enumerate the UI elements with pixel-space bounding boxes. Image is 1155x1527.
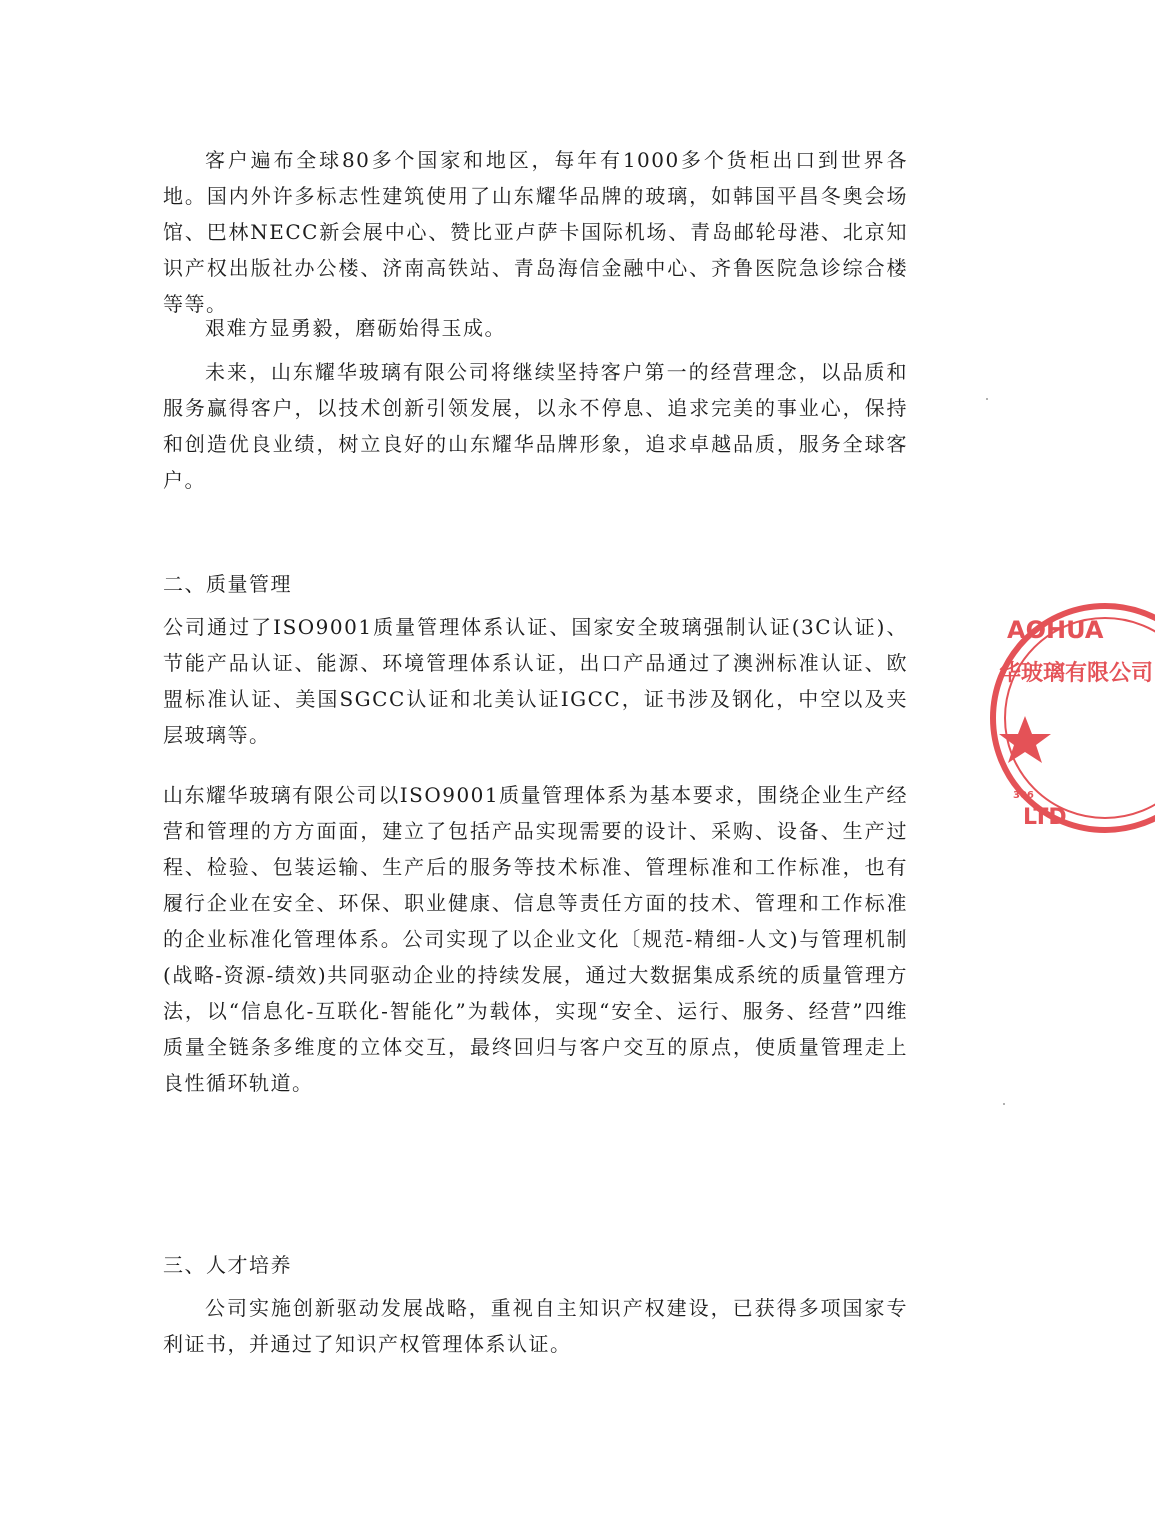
paragraph-certifications: 公司通过了ISO9001质量管理体系认证、国家安全玻璃强制认证(3C认证)、节能产品认证、能源、环境管理体系认证，出口产品通过了澳洲标准认证、欧盟标准认证、美国SGCC认证和北美认证IGCC，证书涉及钢化，中空以及夹层玻璃等。 (163, 615, 908, 747)
paragraph-customers: 客户遍布全球80多个国家和地区，每年有1000多个货柜出口到世界各地。国内外许多标志性建筑使用了山东耀华品牌的玻璃，如韩国平昌冬奥会场馆、巴林NECC新会展中心、赞比亚卢萨卡国际机场、青岛邮轮母港、北京知识产权出版社办公楼、济南高铁站、青岛海信金融中心、齐鲁医院急诊综合楼等等。 (163, 148, 908, 316)
paragraph-future: 未来，山东耀华玻璃有限公司将继续坚持客户第一的经营理念，以品质和服务赢得客户，以技术创新引领发展，以永不停息、追求完美的事业心，保持和创造优良业绩，树立良好的山东耀华品牌形象，追求卓越品质，服务全球客户。 (163, 360, 908, 492)
scan-speck (986, 398, 988, 400)
paragraph-innovation: 公司实施创新驱动发展战略，重视自主知识产权建设，已获得多项国家专利证书，并通过了知识产权管理体系认证。 (163, 1296, 908, 1356)
company-seal (985, 598, 1155, 848)
section-heading-quality: 二、质量管理 (163, 572, 292, 596)
section-heading-talent: 三、人才培养 (163, 1253, 292, 1277)
seal-text-mid: 华玻璃有限公司 (999, 661, 1154, 686)
seal-star-icon (999, 716, 1051, 763)
seal-text-top: AOHUA (1007, 616, 1104, 644)
seal-text-bottom: LTD (1023, 805, 1067, 830)
paragraph-quality-system: 山东耀华玻璃有限公司以ISO9001质量管理体系为基本要求，围绕企业生产经营和管理的方方面面，建立了包括产品实现需要的设计、采购、设备、生产过程、检验、包装运输、生产后的服务等技术标准、管理标准和工作标准，也有履行企业在安全、环保、职业健康、信息等责任方面的技术、管理和工作标准的企业标准化管理体系。公司实现了以企业文化〔规范-精细-人文)与管理机制(战略-资源-绩效)共同驱动企业的持续发展，通过大数据集成系统的质量管理方法，以“信息化-互联化-智能化”为载体，实现“安全、运行、服务、经营”四维质量全链条多维度的立体交互，最终回归与客户交互的原点，使质量管理走上良性循环轨道。 (163, 783, 908, 1095)
seal-number: 306 (1013, 790, 1034, 801)
paragraph-motto: 艰难方显勇毅，磨砺始得玉成。 (205, 316, 506, 340)
scan-speck (1003, 1103, 1005, 1105)
